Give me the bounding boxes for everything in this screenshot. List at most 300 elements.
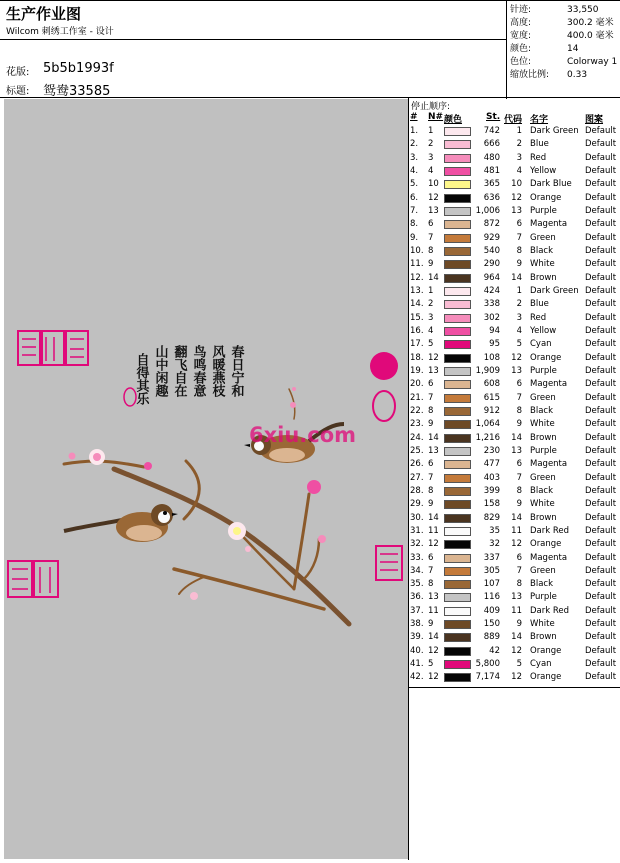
row-color-name: Purple — [530, 365, 557, 376]
stat-value: 33,550 — [567, 5, 599, 15]
row-pattern: Default — [585, 485, 617, 496]
row-stitches: 302 — [483, 312, 500, 323]
color-swatch — [444, 340, 471, 349]
col-header-index: # — [410, 112, 418, 122]
row-color-name: Green — [530, 565, 556, 576]
row-pattern: Default — [585, 432, 617, 443]
row-needle: 8 — [428, 405, 434, 416]
row-pattern: Default — [585, 219, 617, 230]
row-index: 23. — [410, 419, 424, 430]
row-stitches: 481 — [483, 165, 500, 176]
row-color-name: Green — [530, 392, 556, 403]
sparrow-left — [64, 504, 178, 542]
watermark-text: 6xiu.com — [249, 423, 357, 447]
row-stitches: 929 — [483, 232, 500, 243]
color-swatch — [444, 220, 471, 229]
stat-key: 宽度: — [510, 31, 532, 41]
color-swatch — [444, 500, 471, 509]
row-needle: 9 — [428, 499, 434, 510]
row-stitches: 1,216 — [475, 432, 500, 443]
thread-row — [410, 392, 620, 405]
row-stitches: 480 — [483, 152, 500, 163]
row-code: 12 — [511, 672, 522, 683]
row-needle: 6 — [428, 219, 434, 230]
thread-row — [410, 552, 620, 565]
row-color-name: Green — [530, 472, 556, 483]
row-stitches: 409 — [483, 605, 500, 616]
thread-row — [410, 258, 620, 271]
row-stitches: 116 — [483, 592, 500, 603]
row-needle: 7 — [428, 565, 434, 576]
row-color-name: Orange — [530, 672, 562, 683]
row-stitches: 1,909 — [475, 365, 500, 376]
row-needle: 14 — [428, 632, 439, 643]
thread-row — [410, 458, 620, 471]
row-index: 22. — [410, 405, 424, 416]
blossom-left — [89, 449, 105, 465]
thread-row — [410, 525, 620, 538]
color-swatch — [444, 633, 471, 642]
row-stitches: 424 — [483, 285, 500, 296]
row-color-name: Magenta — [530, 219, 568, 230]
row-color-name: Magenta — [530, 459, 568, 470]
color-swatch — [444, 593, 471, 602]
row-index: 19. — [410, 365, 424, 376]
color-swatch — [444, 140, 471, 149]
row-code: 14 — [511, 432, 522, 443]
row-stitches: 7,174 — [475, 672, 500, 683]
color-swatch — [444, 607, 471, 616]
poem-column: 自得其乐 — [133, 353, 149, 405]
row-index: 20. — [410, 379, 424, 390]
color-swatch — [444, 514, 471, 523]
row-color-name: Brown — [530, 632, 557, 643]
row-needle: 2 — [428, 139, 434, 150]
blossom-small-buds — [69, 387, 297, 600]
row-index: 28. — [410, 485, 424, 496]
color-swatch — [444, 420, 471, 429]
stat-row — [510, 30, 618, 43]
row-pattern: Default — [585, 472, 617, 483]
row-color-name: Cyan — [530, 659, 552, 670]
col-header-needle: N# — [428, 112, 444, 122]
row-code: 14 — [511, 632, 522, 643]
row-code: 9 — [516, 619, 522, 630]
col-header-stitches: St. — [486, 112, 501, 122]
row-code: 8 — [516, 405, 522, 416]
row-needle: 14 — [428, 432, 439, 443]
thread-row — [410, 352, 620, 365]
row-code: 6 — [516, 459, 522, 470]
row-stitches: 615 — [483, 392, 500, 403]
row-pattern: Default — [585, 365, 617, 376]
row-code: 12 — [511, 645, 522, 656]
row-color-name: Orange — [530, 645, 562, 656]
stop-order-label: 停止顺序: — [411, 102, 451, 112]
row-pattern: Default — [585, 632, 617, 643]
seal-red-circle — [370, 352, 398, 380]
color-swatch — [444, 394, 471, 403]
row-needle: 4 — [428, 325, 434, 336]
row-stitches: 305 — [483, 565, 500, 576]
row-color-name: Dark Red — [530, 525, 570, 536]
row-needle: 2 — [428, 299, 434, 310]
name-label: 标题: — [6, 86, 30, 97]
row-index: 10. — [410, 245, 424, 256]
stat-key: 颜色: — [510, 44, 532, 54]
thread-row — [410, 125, 620, 138]
row-stitches: 636 — [483, 192, 500, 203]
seal-stamp-left — [18, 331, 88, 365]
thread-row — [410, 272, 620, 285]
row-code: 10 — [511, 179, 522, 190]
row-needle: 5 — [428, 339, 434, 350]
color-swatch — [444, 580, 471, 589]
frame-line-top — [0, 0, 620, 1]
row-pattern: Default — [585, 205, 617, 216]
row-color-name: Orange — [530, 352, 562, 363]
row-color-name: Purple — [530, 592, 557, 603]
thread-row — [410, 605, 620, 618]
row-stitches: 872 — [483, 219, 500, 230]
row-index: 11. — [410, 259, 424, 270]
row-code: 11 — [511, 525, 522, 536]
thread-row — [410, 512, 620, 525]
color-swatch — [444, 274, 471, 283]
row-code: 12 — [511, 539, 522, 550]
row-stitches: 230 — [483, 445, 500, 456]
thread-row — [410, 178, 620, 191]
seal-stamp-left-lower — [8, 561, 58, 597]
row-index: 3. — [410, 152, 419, 163]
thread-table-body — [410, 125, 620, 685]
row-stitches: 964 — [483, 272, 500, 283]
row-pattern: Default — [585, 659, 617, 670]
color-swatch — [444, 647, 471, 656]
row-index: 26. — [410, 459, 424, 470]
row-code: 12 — [511, 352, 522, 363]
row-color-name: White — [530, 499, 555, 510]
stat-value: 14 — [567, 44, 579, 54]
row-color-name: White — [530, 259, 555, 270]
row-index: 14. — [410, 299, 424, 310]
blossom-right-bud — [307, 480, 326, 543]
row-pattern: Default — [585, 379, 617, 390]
stat-row — [510, 43, 618, 56]
row-code: 13 — [511, 445, 522, 456]
stat-key: 缩放比例: — [510, 70, 550, 80]
pattern-value: 5b5b1993f — [43, 61, 114, 76]
color-swatch — [444, 407, 471, 416]
color-swatch — [444, 554, 471, 563]
row-index: 32. — [410, 539, 424, 550]
thread-row — [410, 578, 620, 591]
color-swatch — [444, 314, 471, 323]
poem-column: 鸟鸣春意 — [190, 345, 206, 397]
row-stitches: 742 — [483, 126, 500, 136]
row-color-name: Purple — [530, 445, 557, 456]
color-swatch — [444, 487, 471, 496]
color-swatch — [444, 207, 471, 216]
row-index: 6. — [410, 192, 419, 203]
row-code: 9 — [516, 259, 522, 270]
row-needle: 11 — [428, 525, 439, 536]
row-color-name: Dark Blue — [530, 179, 572, 190]
blossom-center — [228, 522, 246, 540]
stat-key: 高度: — [510, 18, 532, 28]
row-color-name: Dark Red — [530, 605, 570, 616]
color-swatch — [444, 660, 471, 669]
row-code: 5 — [516, 339, 522, 350]
row-color-name: Black — [530, 579, 553, 590]
row-color-name: Blue — [530, 299, 549, 310]
row-index: 18. — [410, 352, 424, 363]
row-pattern: Default — [585, 499, 617, 510]
thread-row — [410, 232, 620, 245]
row-color-name: Brown — [530, 272, 557, 283]
row-stitches: 1,064 — [475, 419, 500, 430]
row-pattern: Default — [585, 352, 617, 363]
color-swatch — [444, 127, 471, 136]
row-index: 38. — [410, 619, 424, 630]
row-index: 39. — [410, 632, 424, 643]
row-code: 3 — [516, 152, 522, 163]
row-stitches: 666 — [483, 139, 500, 150]
row-pattern: Default — [585, 512, 617, 523]
row-needle: 13 — [428, 365, 439, 376]
row-pattern: Default — [585, 285, 617, 296]
row-pattern: Default — [585, 165, 617, 176]
row-code: 13 — [511, 205, 522, 216]
color-swatch — [444, 540, 471, 549]
row-index: 2. — [410, 139, 419, 150]
row-index: 4. — [410, 165, 419, 176]
row-pattern: Default — [585, 592, 617, 603]
design-stats — [510, 4, 618, 82]
row-code: 13 — [511, 592, 522, 603]
row-index: 41. — [410, 659, 424, 670]
row-index: 13. — [410, 285, 424, 296]
row-stitches: 399 — [483, 485, 500, 496]
row-code: 14 — [511, 272, 522, 283]
row-needle: 9 — [428, 419, 434, 430]
row-code: 11 — [511, 605, 522, 616]
row-index: 42. — [410, 672, 424, 683]
stat-key: 色位: — [510, 57, 532, 67]
row-index: 34. — [410, 565, 424, 576]
row-code: 7 — [516, 565, 522, 576]
row-pattern: Default — [585, 525, 617, 536]
row-index: 12. — [410, 272, 424, 283]
row-needle: 5 — [428, 659, 434, 670]
row-needle: 3 — [428, 312, 434, 323]
thread-row — [410, 618, 620, 631]
frame-line-table-divider — [408, 97, 409, 860]
color-swatch — [444, 567, 471, 576]
row-needle: 7 — [428, 472, 434, 483]
row-index: 29. — [410, 499, 424, 510]
frame-line-under-subtitle — [0, 39, 506, 40]
row-color-name: Yellow — [530, 165, 557, 176]
color-swatch — [444, 194, 471, 203]
thread-row — [410, 538, 620, 551]
thread-table-header — [410, 112, 620, 124]
row-code: 2 — [516, 299, 522, 310]
row-pattern: Default — [585, 339, 617, 350]
row-index: 1. — [410, 126, 419, 136]
row-needle: 1 — [428, 285, 434, 296]
thread-row — [410, 218, 620, 231]
frame-line-stats-divider — [506, 0, 507, 99]
thread-row — [410, 485, 620, 498]
row-color-name: Red — [530, 312, 547, 323]
row-pattern: Default — [585, 245, 617, 256]
row-pattern: Default — [585, 272, 617, 283]
thread-row — [410, 338, 620, 351]
row-color-name: Black — [530, 245, 553, 256]
row-code: 1 — [516, 126, 522, 136]
row-stitches: 365 — [483, 179, 500, 190]
row-stitches: 608 — [483, 379, 500, 390]
row-code: 6 — [516, 219, 522, 230]
thread-row — [410, 312, 620, 325]
color-swatch — [444, 167, 471, 176]
thread-row — [410, 245, 620, 258]
thread-row — [410, 645, 620, 658]
row-index: 21. — [410, 392, 424, 403]
row-stitches: 1,006 — [475, 205, 500, 216]
row-stitches: 477 — [483, 459, 500, 470]
row-index: 15. — [410, 312, 424, 323]
row-index: 37. — [410, 605, 424, 616]
row-code: 2 — [516, 139, 522, 150]
row-needle: 10 — [428, 179, 439, 190]
row-code: 8 — [516, 245, 522, 256]
row-stitches: 403 — [483, 472, 500, 483]
row-needle: 1 — [428, 126, 434, 136]
page-subtitle: Wilcom 刺绣工作室 - 设计 — [6, 27, 114, 37]
row-stitches: 829 — [483, 512, 500, 523]
row-pattern: Default — [585, 312, 617, 323]
row-pattern: Default — [585, 645, 617, 656]
row-index: 5. — [410, 179, 419, 190]
stat-row — [510, 17, 618, 30]
row-stitches: 5,800 — [475, 659, 500, 670]
row-color-name: Cyan — [530, 339, 552, 350]
thread-row — [410, 418, 620, 431]
thread-row — [410, 152, 620, 165]
thread-row — [410, 325, 620, 338]
row-stitches: 338 — [483, 299, 500, 310]
thread-row — [410, 405, 620, 418]
color-swatch — [444, 247, 471, 256]
row-index: 36. — [410, 592, 424, 603]
row-pattern: Default — [585, 126, 617, 136]
row-index: 24. — [410, 432, 424, 443]
color-swatch — [444, 300, 471, 309]
row-needle: 4 — [428, 165, 434, 176]
row-color-name: Blue — [530, 139, 549, 150]
thread-row — [410, 378, 620, 391]
row-code: 13 — [511, 365, 522, 376]
row-stitches: 912 — [483, 405, 500, 416]
col-header-code: 代码 — [504, 115, 523, 125]
row-needle: 12 — [428, 645, 439, 656]
row-stitches: 42 — [489, 645, 500, 656]
row-stitches: 95 — [489, 339, 500, 350]
thread-row — [410, 498, 620, 511]
row-pattern: Default — [585, 192, 617, 203]
color-swatch — [444, 460, 471, 469]
thread-row — [410, 192, 620, 205]
row-pattern: Default — [585, 232, 617, 243]
row-color-name: Yellow — [530, 325, 557, 336]
color-swatch — [444, 354, 471, 363]
poem-column: 山中闲趣 — [152, 345, 168, 397]
row-color-name: White — [530, 619, 555, 630]
thread-row — [410, 205, 620, 218]
stat-value: 400.0 毫米 — [567, 31, 614, 41]
color-swatch — [444, 367, 471, 376]
color-swatch — [444, 327, 471, 336]
row-code: 1 — [516, 285, 522, 296]
row-color-name: Black — [530, 405, 553, 416]
row-color-name: White — [530, 419, 555, 430]
row-stitches: 337 — [483, 552, 500, 563]
row-needle: 11 — [428, 605, 439, 616]
row-index: 27. — [410, 472, 424, 483]
col-header-color: 颜色 — [444, 115, 463, 125]
color-swatch — [444, 287, 471, 296]
row-color-name: Black — [530, 485, 553, 496]
row-color-name: Magenta — [530, 552, 568, 563]
row-needle: 13 — [428, 205, 439, 216]
row-color-name: Orange — [530, 539, 562, 550]
row-color-name: Brown — [530, 512, 557, 523]
row-code: 3 — [516, 312, 522, 323]
row-needle: 8 — [428, 485, 434, 496]
poem-column: 春日宁和 — [228, 345, 244, 397]
row-needle: 14 — [428, 512, 439, 523]
thread-row — [410, 671, 620, 684]
row-pattern: Default — [585, 392, 617, 403]
thread-row — [410, 165, 620, 178]
row-needle: 8 — [428, 245, 434, 256]
stat-value: Colorway 1 — [567, 57, 618, 67]
thread-row — [410, 445, 620, 458]
stat-value: 0.33 — [567, 70, 588, 80]
col-header-name: 名字 — [530, 115, 549, 125]
frame-line-table-end — [408, 687, 620, 688]
row-code: 6 — [516, 552, 522, 563]
row-index: 31. — [410, 525, 424, 536]
row-pattern: Default — [585, 259, 617, 270]
row-color-name: Magenta — [530, 379, 568, 390]
row-pattern: Default — [585, 672, 617, 683]
stat-key: 针迹: — [510, 5, 532, 15]
row-needle: 8 — [428, 579, 434, 590]
row-pattern: Default — [585, 619, 617, 630]
poem-calligraphy — [134, 344, 245, 406]
row-color-name: Brown — [530, 432, 557, 443]
row-stitches: 290 — [483, 259, 500, 270]
row-index: 16. — [410, 325, 424, 336]
row-code: 9 — [516, 419, 522, 430]
row-needle: 12 — [428, 192, 439, 203]
row-needle: 12 — [428, 352, 439, 363]
row-color-name: Purple — [530, 205, 557, 216]
thread-row — [410, 298, 620, 311]
